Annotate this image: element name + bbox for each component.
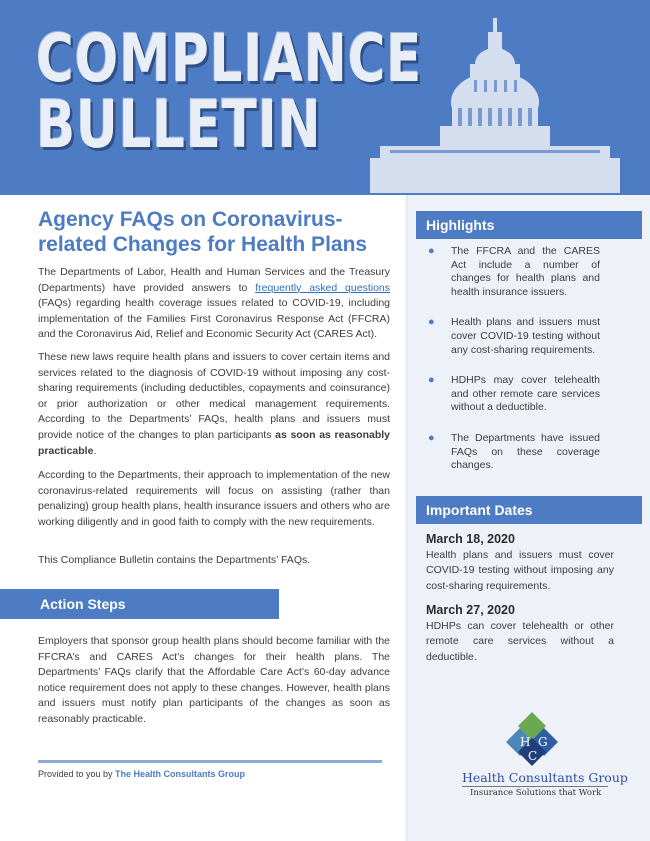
footer-prefix: Provided to you by (38, 769, 116, 779)
logo-letter-h: H (520, 735, 531, 749)
bullet-icon: ● (428, 245, 435, 257)
article-title (38, 207, 390, 257)
list-item (428, 316, 600, 357)
intro-paragraph (38, 265, 390, 343)
faq-link[interactable]: frequently asked questions (255, 281, 391, 294)
intro-text-end: (FAQs) regarding health coverage issues related to COVID-19, including implementation of the Families First Coronavirus Response Act (FFCRA) and the Coronavirus Aid, Relief and Economic Security Act (CARES Act). (38, 297, 390, 341)
bulletin-title-line2: BULLETIN (36, 86, 322, 163)
footer-credit (38, 769, 245, 779)
bullet-icon: ● (428, 316, 435, 329)
bullet-icon: ● (428, 374, 435, 387)
logo-letter-c: C (528, 749, 538, 763)
requirements-paragraph (38, 350, 390, 459)
footer-divider (38, 760, 382, 763)
highlights-heading: Highlights (416, 211, 642, 239)
article-title-line1: Agency FAQs on Coronavirus- (38, 208, 343, 231)
approach-paragraph: According to the Departments, their approach to implementation of the new coronavirus-related requirements will focus on assisting (rather than penalizing) group health plans, health insurance issuers and others who are working diligently and in good faith to comply with the new requirements. (38, 469, 390, 528)
list-item (428, 374, 600, 415)
highlights-list (428, 245, 600, 490)
requirements-text-end: . (93, 444, 97, 457)
action-steps-text: Employers that sponsor group health plans should become familiar with the FFCRA’s and CARES Act’s changes for their health plans. The Departments’ FAQs clarify that the Affordable Care Act’s 60-day advance notice requirement does not apply to these changes. However, health plans and issuers must notify plan participants of the changes as soon as reasonably practicable. (38, 635, 390, 725)
header-banner (0, 0, 650, 195)
important-dates-heading: Important Dates (416, 496, 642, 524)
highlight-text: The Departments have issued FAQs on these coverage changes. (451, 431, 600, 472)
bullet-icon: ● (428, 431, 435, 444)
article-header (38, 207, 390, 257)
highlight-text: The FFCRA and the CARES Act include a number of changes for health plans and health insurance issuers. (451, 245, 600, 298)
date-heading: March 27, 2020 (426, 603, 515, 617)
highlight-text: HDHPs may cover telehealth and other remote care services without a deductible. (451, 374, 600, 414)
list-item (428, 432, 600, 473)
logo-divider (462, 786, 608, 787)
article-title-line2: related Changes for Health Plans (38, 233, 368, 256)
highlight-text: Health plans and issuers must cover COVID-19 testing without any cost-sharing requirements. (451, 316, 600, 356)
date-description: Health plans and issuers must cover COVID-19 testing without imposing any cost-sharing requirements. (426, 549, 614, 592)
action-steps-heading: Action Steps (0, 589, 279, 619)
requirements-emphasis: as soon as reasonably practicable (38, 428, 390, 457)
intro-text-start: The Departments of Labor, Health and Human Services and the Treasury (Departments) have provided answers to (38, 266, 390, 294)
list-item (428, 245, 600, 299)
company-logo-icon (506, 712, 558, 768)
logo-company-name: Health Consultants Group (462, 770, 628, 785)
date-heading: March 18, 2020 (426, 532, 515, 546)
logo-letter-g: G (538, 735, 548, 749)
footer-company: The Health Consultants Group (115, 769, 246, 779)
bulletin-title (36, 20, 423, 163)
bulletin-title-line1: COMPLIANCE (36, 20, 423, 97)
contents-paragraph: This Compliance Bulletin contains the Departments’ FAQs. (38, 554, 311, 566)
logo-tagline: Insurance Solutions that Work (470, 788, 602, 798)
capitol-building-icon (370, 18, 620, 193)
date-description: HDHPs can cover telehealth or other remote care services without a deductible. (426, 620, 614, 663)
requirements-text: These new laws require health plans and issuers to cover certain items and services related to the diagnosis of COVID-19 without imposing any cost-sharing requirements (including deductibles, copayments and coinsurance) or prior authorization or other medical management requirements. According to the Departments’ FAQs, health plans and issuers must provide notice of the changes to plan participants (38, 351, 390, 441)
